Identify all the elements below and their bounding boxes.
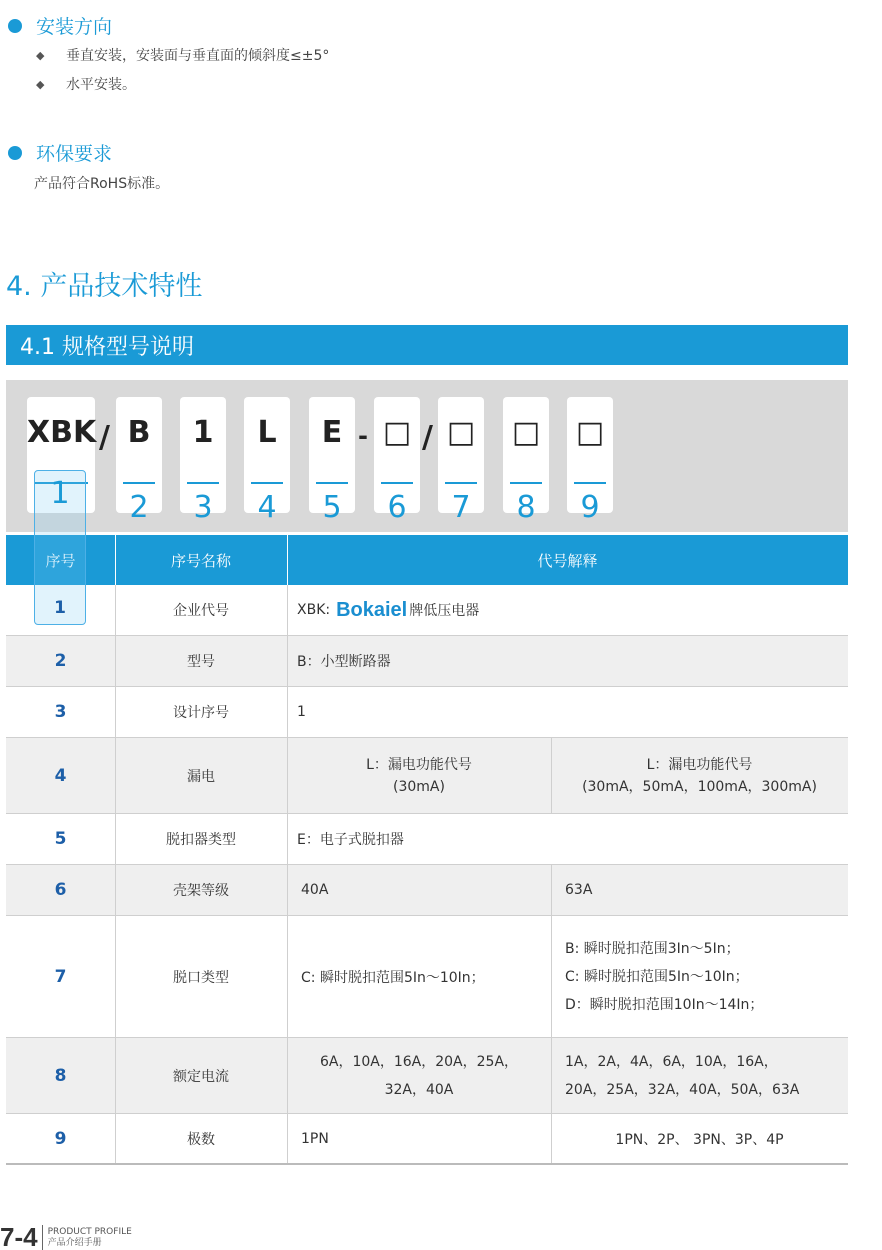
code-index: 4 — [257, 490, 277, 525]
table-row — [6, 814, 848, 865]
row-left-line: L：漏电功能代号 — [366, 756, 472, 773]
row-no: 4 — [54, 765, 67, 786]
header-no: 序号 — [45, 551, 76, 570]
page-footer — [0, 1222, 132, 1250]
row-name: 额定电流 — [173, 1068, 229, 1085]
code-index: 2 — [129, 490, 149, 525]
model-code-panel — [6, 380, 848, 532]
code-index: 3 — [193, 490, 213, 525]
row-left: C: 瞬时脱扣范围5In～10In； — [301, 969, 485, 986]
row-left: 40A — [301, 882, 329, 898]
table-row — [6, 865, 848, 916]
row-left-line: (30mA) — [393, 778, 445, 795]
code-underline — [123, 482, 155, 484]
row-right: 63A — [565, 882, 593, 898]
code-part: □ — [575, 415, 605, 450]
code-card-7 — [438, 397, 484, 525]
section-title-bar — [6, 325, 848, 365]
row-right-line: B: 瞬时脱扣范围3In～5In； — [565, 940, 740, 957]
install-item-text: 水平安装。 — [66, 77, 136, 93]
row-desc: 1 — [297, 704, 306, 720]
diamond-bullet-icon: ◆ — [36, 48, 45, 62]
code-index: 6 — [387, 490, 407, 525]
code-index-1: 1 — [50, 476, 70, 511]
bokaiel-logo: Bokaiel — [336, 598, 408, 621]
code-part: □ — [446, 415, 476, 450]
table-row — [6, 1114, 848, 1163]
install-item-2 — [36, 74, 136, 94]
bullet-dot-icon — [8, 19, 22, 33]
code-part: L — [257, 415, 277, 450]
code-underline — [381, 482, 413, 484]
bullet-dot-icon — [8, 146, 22, 160]
install-item-text: 垂直安装，安装面与垂直面的倾斜度≤±5° — [66, 48, 330, 64]
code-part: XBK — [27, 415, 97, 450]
code-underline — [316, 482, 348, 484]
code-underline — [510, 482, 542, 484]
row-right — [551, 1038, 848, 1113]
header-desc: 代号解释 — [537, 551, 598, 570]
footer-label — [48, 1227, 132, 1249]
row-right-line: 1A，2A，4A，6A，10A，16A， — [565, 1053, 778, 1070]
footer-en: PRODUCT PROFILE — [47, 1226, 132, 1237]
code-card-3 — [180, 397, 226, 525]
code-part: B — [127, 415, 151, 450]
row-name: 漏电 — [187, 768, 215, 785]
table-row — [6, 916, 848, 1038]
table-row — [6, 1038, 848, 1114]
install-title: 安装方向 — [36, 16, 113, 38]
code-index: 8 — [516, 490, 536, 525]
code-index: 9 — [580, 490, 600, 525]
row-no-1: 1 — [54, 598, 66, 618]
env-text: 产品符合RoHS标准。 — [34, 176, 170, 192]
row-right-line: L：漏电功能代号 — [646, 756, 753, 773]
code-part: 1 — [192, 415, 214, 450]
install-item-1 — [36, 45, 329, 65]
row-desc: E：电子式脱扣器 — [297, 832, 404, 848]
footer-divider — [42, 1225, 43, 1250]
row-no: 3 — [54, 702, 67, 722]
table-row — [6, 585, 848, 636]
row-right-line: 20A，25A，32A，40A，50A，63A — [565, 1081, 800, 1098]
row-left: 1PN — [301, 1130, 329, 1147]
code-separator-slash: / — [422, 420, 433, 455]
install-section-header — [8, 12, 112, 39]
row-name: 壳架等级 — [173, 883, 229, 899]
row-left — [287, 1038, 551, 1113]
row-name: 脱扣器类型 — [166, 832, 236, 848]
row-no: 8 — [54, 1065, 67, 1086]
row-right-line: C: 瞬时脱扣范围5In～10In； — [565, 968, 749, 985]
footer-cn: 产品介绍手册 — [47, 1237, 102, 1248]
section-title: 4.1 规格型号说明 — [20, 334, 194, 360]
row-left-line: 32A，40A — [384, 1081, 454, 1098]
code-separator-slash: / — [99, 420, 110, 455]
row-no: 6 — [54, 880, 67, 900]
row-name: 企业代号 — [173, 603, 229, 619]
code-part: □ — [382, 415, 412, 450]
row-right-line: D：瞬时脱扣范围10In～14In； — [565, 996, 764, 1013]
env-section-header — [8, 139, 112, 166]
code-underline — [251, 482, 283, 484]
code-card-9 — [567, 397, 613, 525]
code-card-6 — [374, 397, 420, 525]
table-row — [6, 687, 848, 738]
code-separator-dash: - — [358, 422, 368, 450]
code-index: 5 — [322, 490, 342, 525]
code-part: □ — [511, 415, 541, 450]
row-left-line: 6A，10A，16A，20A，25A， — [319, 1053, 519, 1070]
row-name: 型号 — [187, 654, 215, 670]
page-number: 7-4 — [0, 1222, 38, 1250]
row-right-line: (30mA，50mA，100mA，300mA) — [582, 778, 817, 795]
row-desc: B：小型断路器 — [297, 654, 391, 670]
code-card-4 — [244, 397, 290, 525]
row-right — [551, 916, 848, 1037]
diamond-bullet-icon: ◆ — [36, 77, 45, 91]
code-card-8 — [503, 397, 549, 525]
code-underline — [445, 482, 477, 484]
code-card-5 — [309, 397, 355, 525]
row-no: 7 — [54, 966, 67, 987]
row-name: 脱口类型 — [173, 969, 229, 986]
row-no: 9 — [54, 1128, 67, 1149]
row-right — [551, 738, 848, 813]
row-desc — [287, 585, 848, 635]
row-no: 2 — [54, 651, 67, 671]
table-row — [6, 636, 848, 687]
code-underline — [187, 482, 219, 484]
chapter-title: 4. 产品技术特性 — [6, 271, 203, 302]
row-name: 极数 — [187, 1131, 215, 1148]
header-name: 序号名称 — [170, 551, 231, 570]
brand-prefix: XBK: — [297, 602, 331, 618]
row-right: 1PN、2P、 3PN、3P、4P — [615, 1131, 784, 1148]
code-index: 7 — [451, 490, 471, 525]
row-name: 设计序号 — [173, 705, 229, 721]
table-header — [6, 535, 848, 585]
table-bottom-rule — [6, 1163, 848, 1165]
code-underline — [574, 482, 606, 484]
table-row — [6, 738, 848, 814]
row-left — [287, 738, 551, 813]
code-card-2 — [116, 397, 162, 525]
brand-suffix: 牌低压电器 — [409, 603, 480, 619]
env-title: 环保要求 — [36, 143, 113, 165]
row-no: 5 — [54, 829, 67, 849]
code-part: E — [321, 415, 343, 450]
